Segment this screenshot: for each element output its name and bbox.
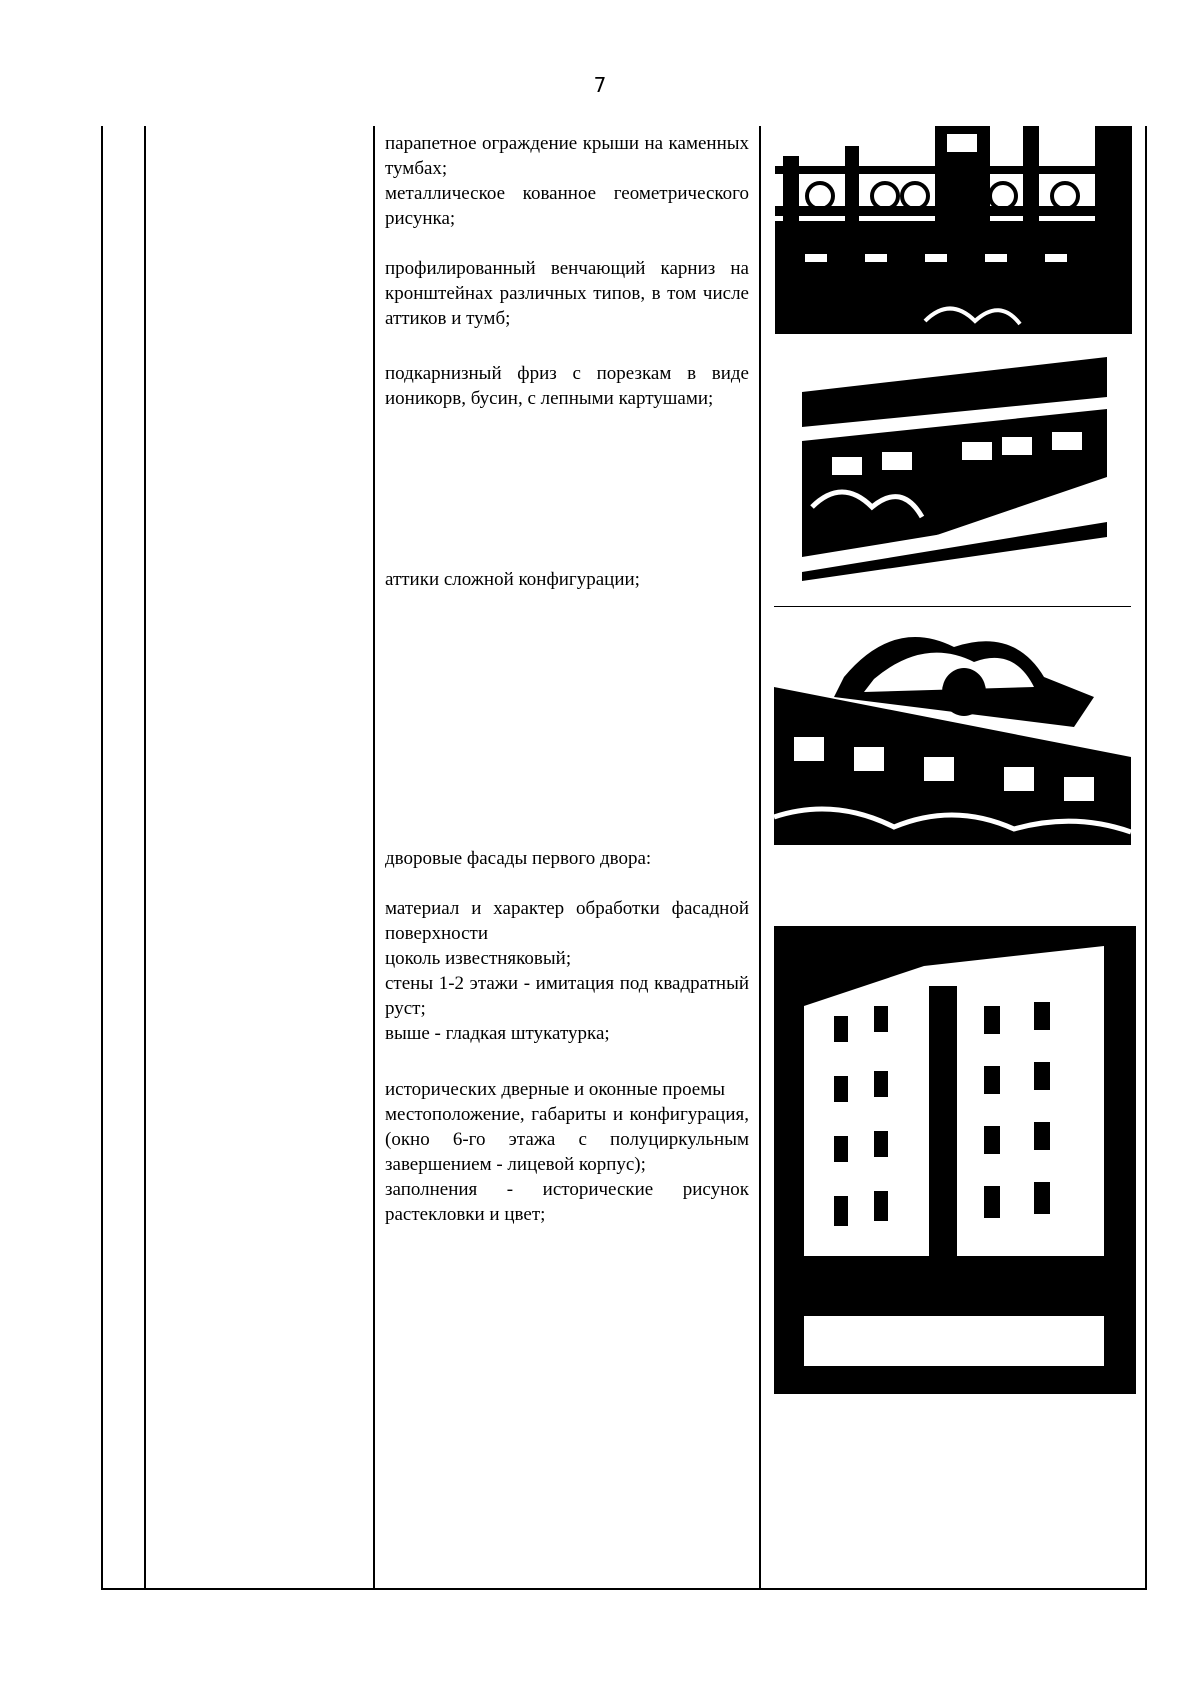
item-parapet <box>385 131 749 231</box>
page-number: 7 <box>593 73 607 97</box>
item-courtyard <box>385 846 749 871</box>
item-text: местоположение, габариты и конфигурация, (окно 6-го этажа с полуциркульным завершением - лицевой корпус); <box>385 1104 749 1175</box>
item-text: профилированный венчающий карниз на кронштейнах различных типов, в том числе аттиков и тумб; <box>385 258 749 329</box>
column-divider-3 <box>759 126 761 1590</box>
table-border-right <box>1145 126 1147 1590</box>
roof-parapet-railing-photo <box>775 126 1132 334</box>
photo-separator <box>774 606 1131 607</box>
item-text: стены 1-2 этажи - имитация под квадратный руст; <box>385 973 749 1019</box>
item-text: металлическое кованное геометрического рисунка; <box>385 183 749 229</box>
table-border-left <box>101 126 103 1590</box>
item-text: аттики сложной конфигурации; <box>385 569 640 590</box>
item-text: заполнения - исторические рисунок растекловки и цвет; <box>385 1179 749 1225</box>
item-text: парапетное ограждение крыши на каменных тумбах; <box>385 133 749 179</box>
item-text: дворовые фасады первого двора: <box>385 848 652 869</box>
item-attics <box>385 567 749 592</box>
item-openings <box>385 1077 749 1227</box>
item-text: цоколь известняковый; <box>385 948 572 969</box>
item-material <box>385 896 749 1046</box>
column-divider-2 <box>373 126 375 1590</box>
item-frieze <box>385 361 749 411</box>
attic-photo <box>774 617 1131 845</box>
item-text: исторических дверные и оконные проемы <box>385 1079 726 1100</box>
cornice-frieze-photo <box>802 357 1107 581</box>
item-text: материал и характер обработки фасадной поверхности <box>385 898 749 944</box>
item-text: подкарнизный фриз с порезкам в виде ионикорв, бусин, с лепными картушами; <box>385 363 749 409</box>
item-cornice <box>385 256 749 331</box>
table-border-bottom <box>101 1588 1147 1590</box>
item-text: выше - гладкая штукатурка; <box>385 1023 610 1044</box>
column-divider-1 <box>144 126 146 1590</box>
courtyard-facade-photo <box>774 926 1136 1394</box>
